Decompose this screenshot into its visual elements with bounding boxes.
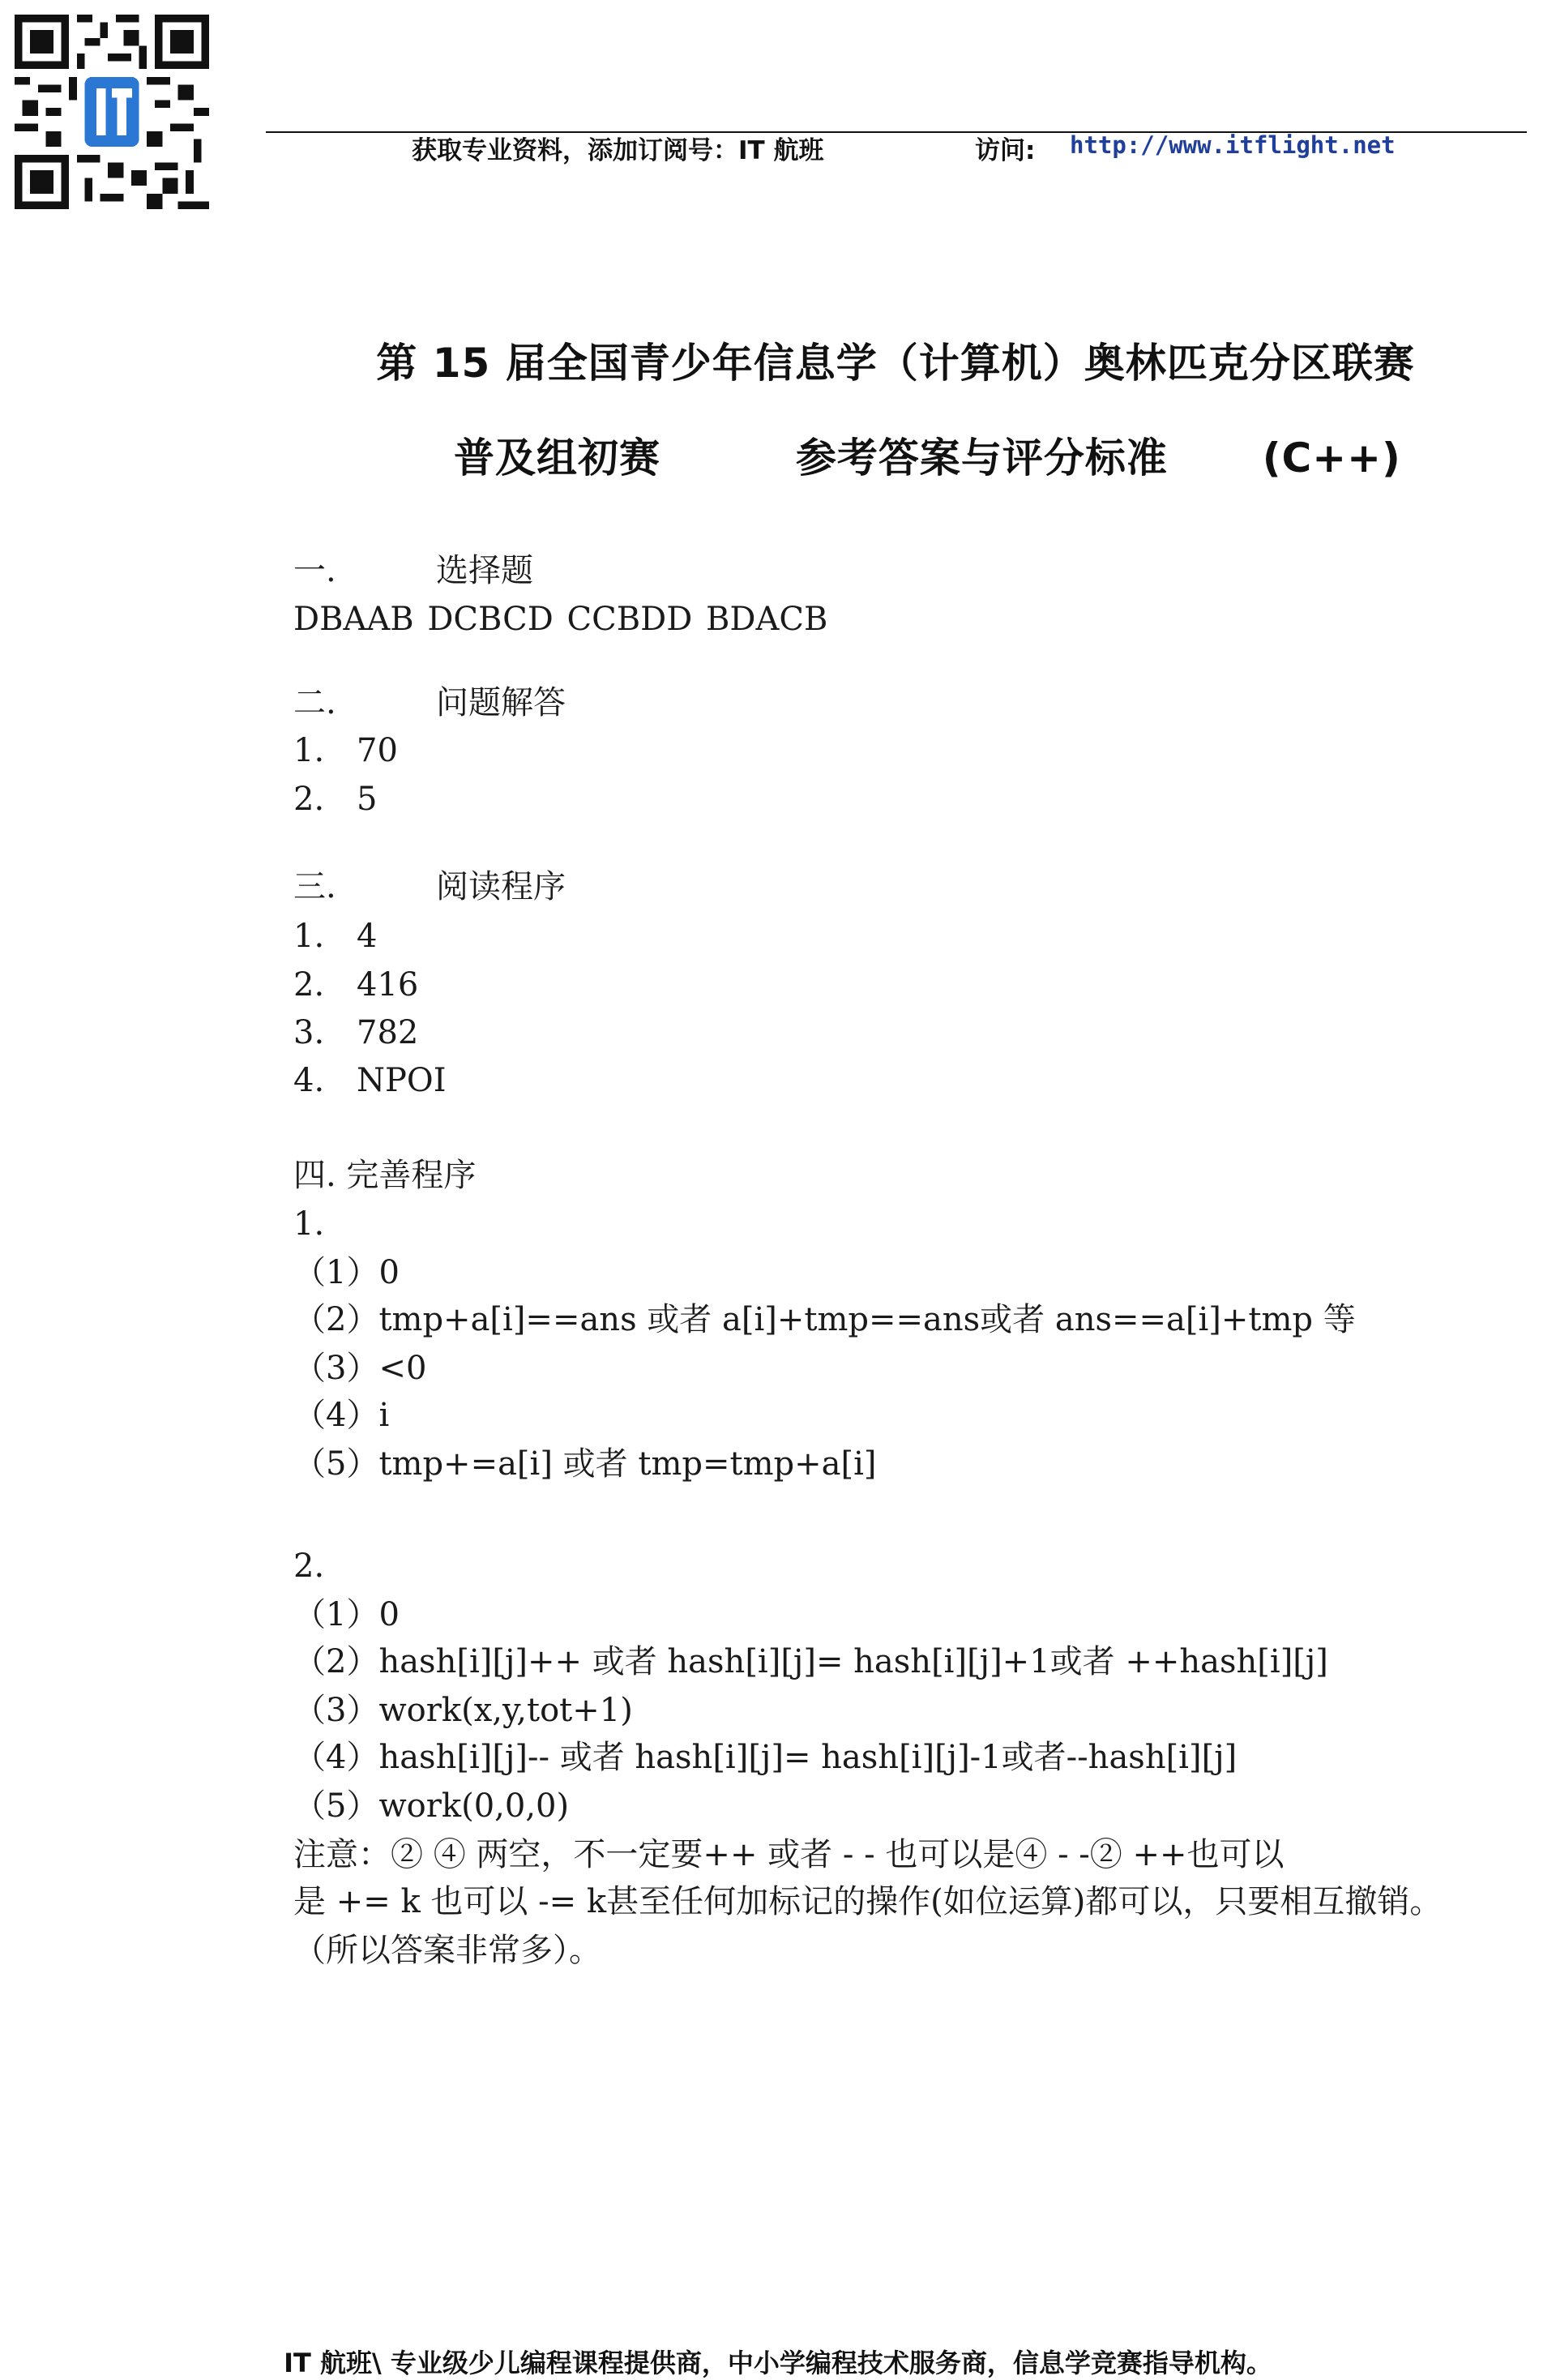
item-answer: 5 <box>357 781 378 818</box>
page-title: 第 15 届全国青少年信息学（计算机）奥林匹克分区联赛 <box>376 340 1415 387</box>
item-answer: NPOI <box>357 1062 447 1099</box>
subtitle-standard: 参考答案与评分标准 <box>795 434 1168 482</box>
header-url-link[interactable]: http://www.itflight.net <box>1070 131 1396 159</box>
section-1-title: 选择题 <box>436 552 533 589</box>
item-answer: 782 <box>357 1014 419 1051</box>
item-number: 4. <box>293 1062 325 1099</box>
section-3-item <box>293 966 419 1004</box>
section-1-heading <box>293 554 533 587</box>
qr-code-image <box>15 15 209 209</box>
item-number: 3. <box>293 1014 325 1051</box>
section-3-item <box>293 1064 447 1097</box>
section-2-number: 二. <box>293 684 336 721</box>
section-3-item <box>293 1014 419 1051</box>
note-line: 注意：② ④ 两空，不一定要++ 或者 - - 也可以是④ - -② ++也可以 <box>293 1836 1285 1873</box>
section-4-heading: 四. 完善程序 <box>293 1157 477 1194</box>
program-1-blank: （3）<0 <box>293 1350 427 1387</box>
item-number: 1. <box>293 732 325 769</box>
program-2-blank: （3）work(x,y,tot+1) <box>293 1692 633 1729</box>
program-1-label: 1. <box>293 1205 325 1243</box>
section-3-title: 阅读程序 <box>436 868 566 905</box>
section-3-item <box>293 918 378 955</box>
section-2-heading <box>293 684 566 721</box>
header-divider <box>266 131 1527 133</box>
item-number: 2. <box>293 781 325 818</box>
item-number: 1. <box>293 918 325 955</box>
section-2-title: 问题解答 <box>436 684 566 721</box>
section-2-item <box>293 781 378 818</box>
item-answer: 4 <box>357 918 378 955</box>
note-line: （所以答案非常多）。 <box>293 1932 601 1969</box>
section-2-item <box>293 734 398 767</box>
program-1-blank: （4）i <box>293 1397 390 1434</box>
item-number: 2. <box>293 966 325 1004</box>
program-2-label: 2. <box>293 1547 325 1585</box>
subtitle-group: 普及组初赛 <box>454 434 660 482</box>
program-1-blank: （1）0 <box>293 1254 400 1291</box>
note-line: 是 += k 也可以 -= k甚至任何加标记的操作(如位运算)都可以，只要相互撤销。 <box>293 1883 1443 1920</box>
item-answer: 70 <box>357 732 398 769</box>
program-1-blank: （5）tmp+=a[i] 或者 tmp=tmp+a[i] <box>293 1445 877 1483</box>
section-1-number: 一. <box>293 552 336 589</box>
header-visit-label: 访问: <box>975 136 1036 165</box>
program-2-blank: （1）0 <box>293 1596 400 1633</box>
program-2-blank: （5）work(0,0,0) <box>293 1787 570 1825</box>
subtitle-language: (C++) <box>1262 434 1401 482</box>
section-1-answers: DBAAB DCBCD CCBDD BDACB <box>293 601 828 638</box>
page-footer: IT 航班\ 专业级少儿编程课程提供商，中小学编程技术服务商，信息学竞赛指导机构。 <box>284 2348 1272 2378</box>
program-1-blank: （2）tmp+a[i]==ans 或者 a[i]+tmp==ans或者 ans==a[i]+tmp 等 <box>293 1301 1356 1338</box>
page-subtitle <box>454 426 1401 484</box>
section-3-heading <box>293 868 566 905</box>
header-subscribe-text: 获取专业资料，添加订阅号：IT 航班 <box>412 136 824 165</box>
program-2-blank: （4）hash[i][j]-- 或者 hash[i][j]= hash[i][j]-1或者--hash[i][j] <box>293 1739 1238 1776</box>
program-2-blank: （2）hash[i][j]++ 或者 hash[i][j]= hash[i][j]+1或者 ++hash[i][j] <box>293 1643 1328 1680</box>
section-3-number: 三. <box>293 868 336 905</box>
item-answer: 416 <box>357 966 419 1004</box>
